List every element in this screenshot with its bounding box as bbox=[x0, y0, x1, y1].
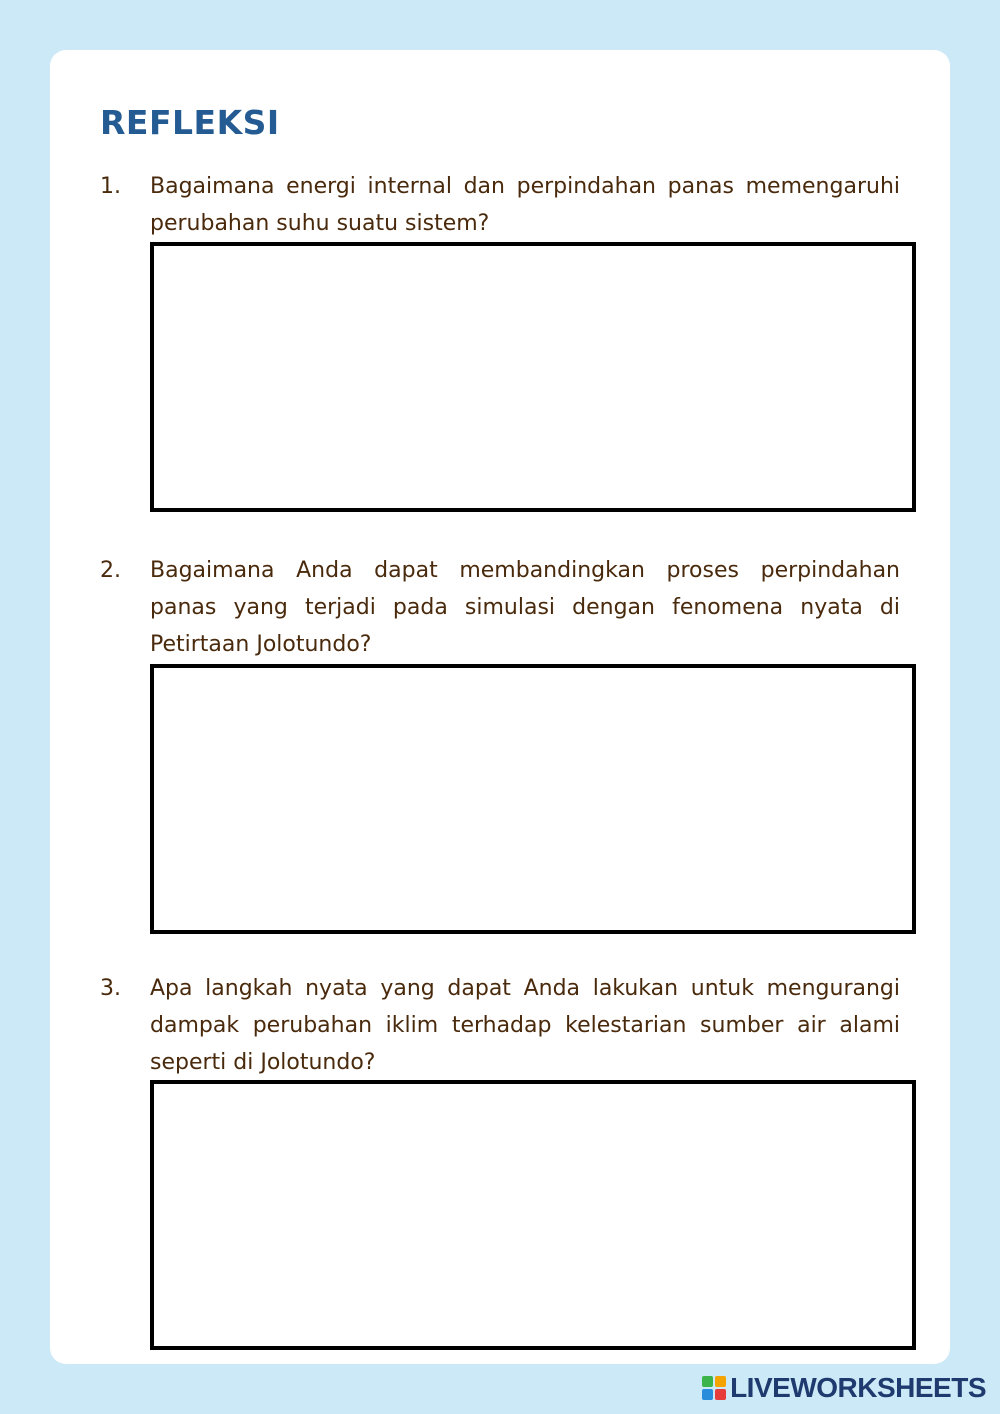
question-2-text: Bagaimana Anda dapat membandingkan proses perpindahan panas yang terjadi pada simulasi dengan fenomena nyata di Petirtaan Jolotundo? bbox=[150, 558, 900, 657]
answer-box-3[interactable] bbox=[150, 1080, 916, 1350]
question-2-number: 2. bbox=[100, 558, 121, 583]
liveworksheets-logo-icon bbox=[702, 1376, 726, 1400]
logo-square-e bbox=[715, 1389, 726, 1400]
answer-box-1[interactable] bbox=[150, 242, 916, 512]
page-title: REFLEKSI bbox=[100, 103, 280, 142]
question-3-text: Apa langkah nyata yang dapat Anda lakukan untuk mengurangi dampak perubahan iklim terhadap kelestarian sumber air alami seperti di Jolotundo? bbox=[150, 976, 900, 1075]
logo-square-i bbox=[715, 1376, 726, 1387]
logo-square-l bbox=[702, 1376, 713, 1387]
question-1-number: 1. bbox=[100, 174, 121, 199]
question-3-number: 3. bbox=[100, 976, 121, 1001]
logo-square-v bbox=[702, 1389, 713, 1400]
brand-name: LIVEWORKSHEETS bbox=[730, 1372, 986, 1403]
question-1-text: Bagaimana energi internal dan perpindahan panas memengaruhi perubahan suhu suatu sistem? bbox=[150, 174, 900, 236]
answer-box-2[interactable] bbox=[150, 664, 916, 934]
liveworksheets-brand[interactable] bbox=[702, 1372, 986, 1404]
